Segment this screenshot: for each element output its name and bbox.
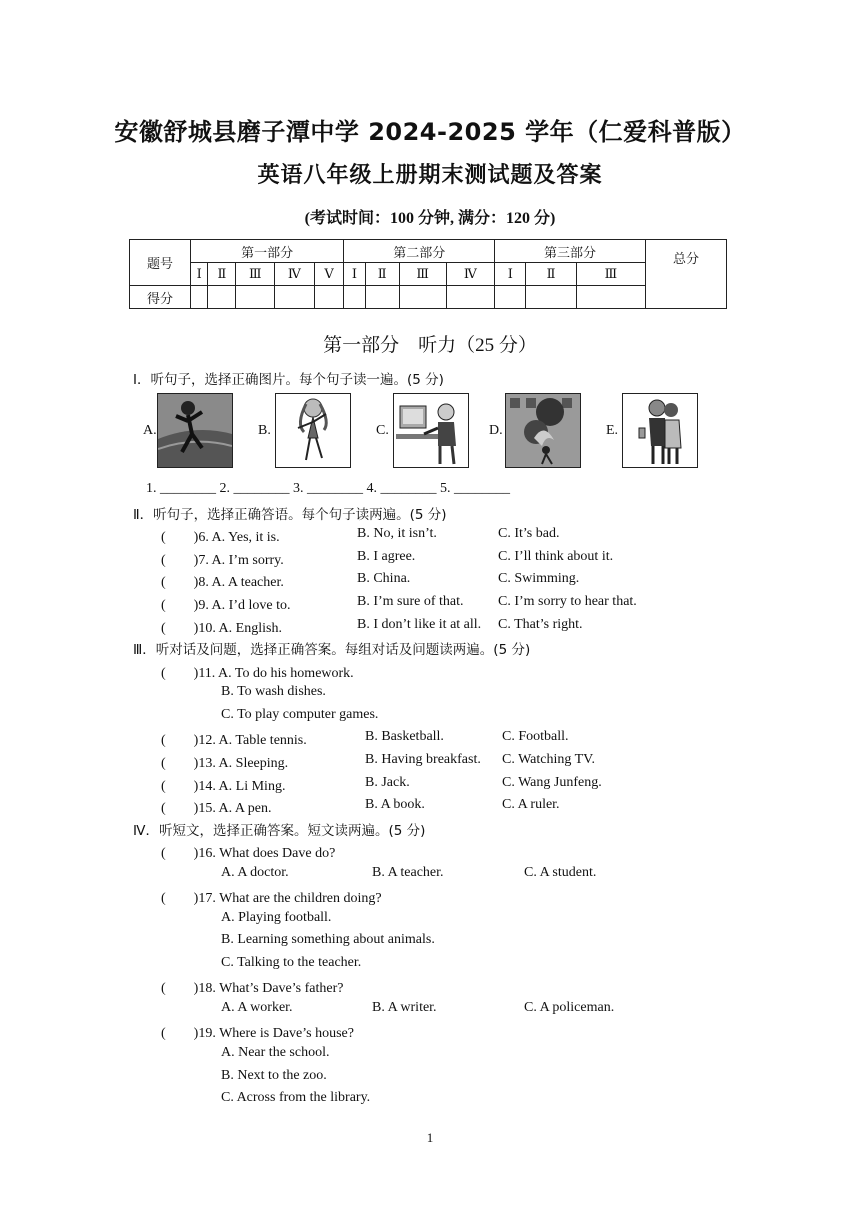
question-14: ( )14. A. Li Ming. <box>161 779 286 794</box>
question-18: ( )18. What’s Dave’s father? <box>161 981 344 996</box>
answer-blanks: 1. ________ 2. ________ 3. ________ 4. ________ 5. ________ <box>146 481 510 496</box>
question-7-b: B. I agree. <box>357 549 416 564</box>
question-15-b: B. A book. <box>365 797 425 812</box>
picture-label-e: E. <box>606 423 619 438</box>
question-16: ( )16. What does Dave do? <box>161 846 336 861</box>
score-table <box>129 239 727 309</box>
question-8-b: B. China. <box>357 571 411 586</box>
building-fire-icon <box>505 393 581 468</box>
question-17: ( )17. What are the children doing? <box>161 891 382 906</box>
section3-heading: Ⅲ．听对话及问题，选择正确答案。每组对话及问题读两遍。(5 分) <box>133 642 531 658</box>
score-cell <box>191 286 208 309</box>
question-9: ( )9. A. I’d love to. <box>161 598 291 613</box>
col-p1-5: Ⅴ <box>314 263 344 286</box>
question-10-c: C. That’s right. <box>498 617 583 632</box>
question-8: ( )8. A. A teacher. <box>161 575 284 590</box>
question-13-c: C. Watching TV. <box>502 752 595 767</box>
row-label-number: 题号 <box>130 240 191 286</box>
col-p3-1: Ⅰ <box>495 263 526 286</box>
document-title: 安徽舒城县磨子潭中学 2024-2025 学年（仁爱科普版） <box>114 118 746 146</box>
question-13-b: B. Having breakfast. <box>365 752 481 767</box>
score-cell <box>274 286 314 309</box>
col-p1-3: Ⅲ <box>236 263 275 286</box>
col-p2-1: Ⅰ <box>344 263 365 286</box>
question-13: ( )13. A. Sleeping. <box>161 756 289 771</box>
score-cell <box>365 286 399 309</box>
score-cell <box>526 286 576 309</box>
question-15: ( )15. A. A pen. <box>161 801 272 816</box>
score-cell <box>314 286 344 309</box>
score-cell <box>208 286 236 309</box>
question-18-c: C. A policeman. <box>524 1000 615 1015</box>
question-6-b: B. No, it isn’t. <box>357 526 437 541</box>
part2-header: 第二部分 <box>344 240 495 263</box>
person-climbing-icon <box>157 393 233 468</box>
question-7: ( )7. A. I’m sorry. <box>161 553 284 568</box>
question-10: ( )10. A. English. <box>161 621 282 636</box>
people-talking-icon <box>622 393 698 468</box>
question-16-b: B. A teacher. <box>372 865 444 880</box>
section1-heading: Ⅰ．听句子，选择正确图片。每个句子读一遍。(5 分) <box>133 372 444 388</box>
part-one-title: 第一部分 听力（25 分） <box>323 335 537 356</box>
question-18-b: B. A writer. <box>372 1000 437 1015</box>
girl-dancing-icon <box>275 393 351 468</box>
question-9-b: B. I’m sure of that. <box>357 594 464 609</box>
question-18-a: A. A worker. <box>221 1000 293 1015</box>
question-11: ( )11. A. To do his homework. <box>161 666 354 681</box>
question-19: ( )19. Where is Dave’s house? <box>161 1026 354 1041</box>
question-15-c: C. A ruler. <box>502 797 560 812</box>
section2-heading: Ⅱ．听句子，选择正确答语。每个句子读两遍。(5 分) <box>133 507 447 523</box>
score-cell <box>236 286 275 309</box>
question-12-b: B. Basketball. <box>365 729 444 744</box>
question-14-c: C. Wang Junfeng. <box>502 775 602 790</box>
part3-header: 第三部分 <box>495 240 646 263</box>
question-12: ( )12. A. Table tennis. <box>161 733 307 748</box>
total-header: 总分 <box>646 240 727 309</box>
question-11-b: B. To wash dishes. <box>221 684 326 699</box>
question-10-b: B. I don’t like it at all. <box>357 617 482 632</box>
question-11-c: C. To play computer games. <box>221 707 379 722</box>
col-p2-3: Ⅲ <box>399 263 446 286</box>
score-cell <box>446 286 495 309</box>
picture-label-a: A. <box>143 423 157 438</box>
col-p3-2: Ⅱ <box>526 263 576 286</box>
question-19-a: A. Near the school. <box>221 1045 330 1060</box>
question-17-b: B. Learning something about animals. <box>221 932 435 947</box>
question-16-a: A. A doctor. <box>221 865 289 880</box>
document-subtitle: 英语八年级上册期末测试题及答案 <box>257 163 603 188</box>
col-p3-3: Ⅲ <box>576 263 645 286</box>
score-cell <box>399 286 446 309</box>
exam-info: (考试时间：100 分钟, 满分：120 分) <box>304 210 556 227</box>
question-12-c: C. Football. <box>502 729 569 744</box>
question-17-c: C. Talking to the teacher. <box>221 955 362 970</box>
question-17-a: A. Playing football. <box>221 910 332 925</box>
row-label-score: 得分 <box>130 286 191 309</box>
score-cell <box>576 286 645 309</box>
question-19-b: B. Next to the zoo. <box>221 1068 327 1083</box>
section4-heading: Ⅳ．听短文，选择正确答案。短文读两遍。(5 分) <box>133 823 426 839</box>
col-p2-2: Ⅱ <box>365 263 399 286</box>
picture-label-d: D. <box>489 423 503 438</box>
col-p1-4: Ⅳ <box>274 263 314 286</box>
score-cell <box>344 286 365 309</box>
question-7-c: C. I’ll think about it. <box>498 549 614 564</box>
question-19-c: C. Across from the library. <box>221 1090 371 1105</box>
picture-label-c: C. <box>376 423 389 438</box>
question-9-c: C. I’m sorry to hear that. <box>498 594 637 609</box>
score-cell <box>495 286 526 309</box>
question-8-c: C. Swimming. <box>498 571 580 586</box>
part1-header: 第一部分 <box>191 240 344 263</box>
col-p1-1: Ⅰ <box>191 263 208 286</box>
picture-label-b: B. <box>258 423 271 438</box>
page-number: 1 <box>426 1130 434 1145</box>
question-14-b: B. Jack. <box>365 775 410 790</box>
question-6-c: C. It’s bad. <box>498 526 560 541</box>
col-p1-2: Ⅱ <box>208 263 236 286</box>
col-p2-4: Ⅳ <box>446 263 495 286</box>
boy-at-computer-icon <box>393 393 469 468</box>
question-16-c: C. A student. <box>524 865 597 880</box>
question-6: ( )6. A. Yes, it is. <box>161 530 280 545</box>
